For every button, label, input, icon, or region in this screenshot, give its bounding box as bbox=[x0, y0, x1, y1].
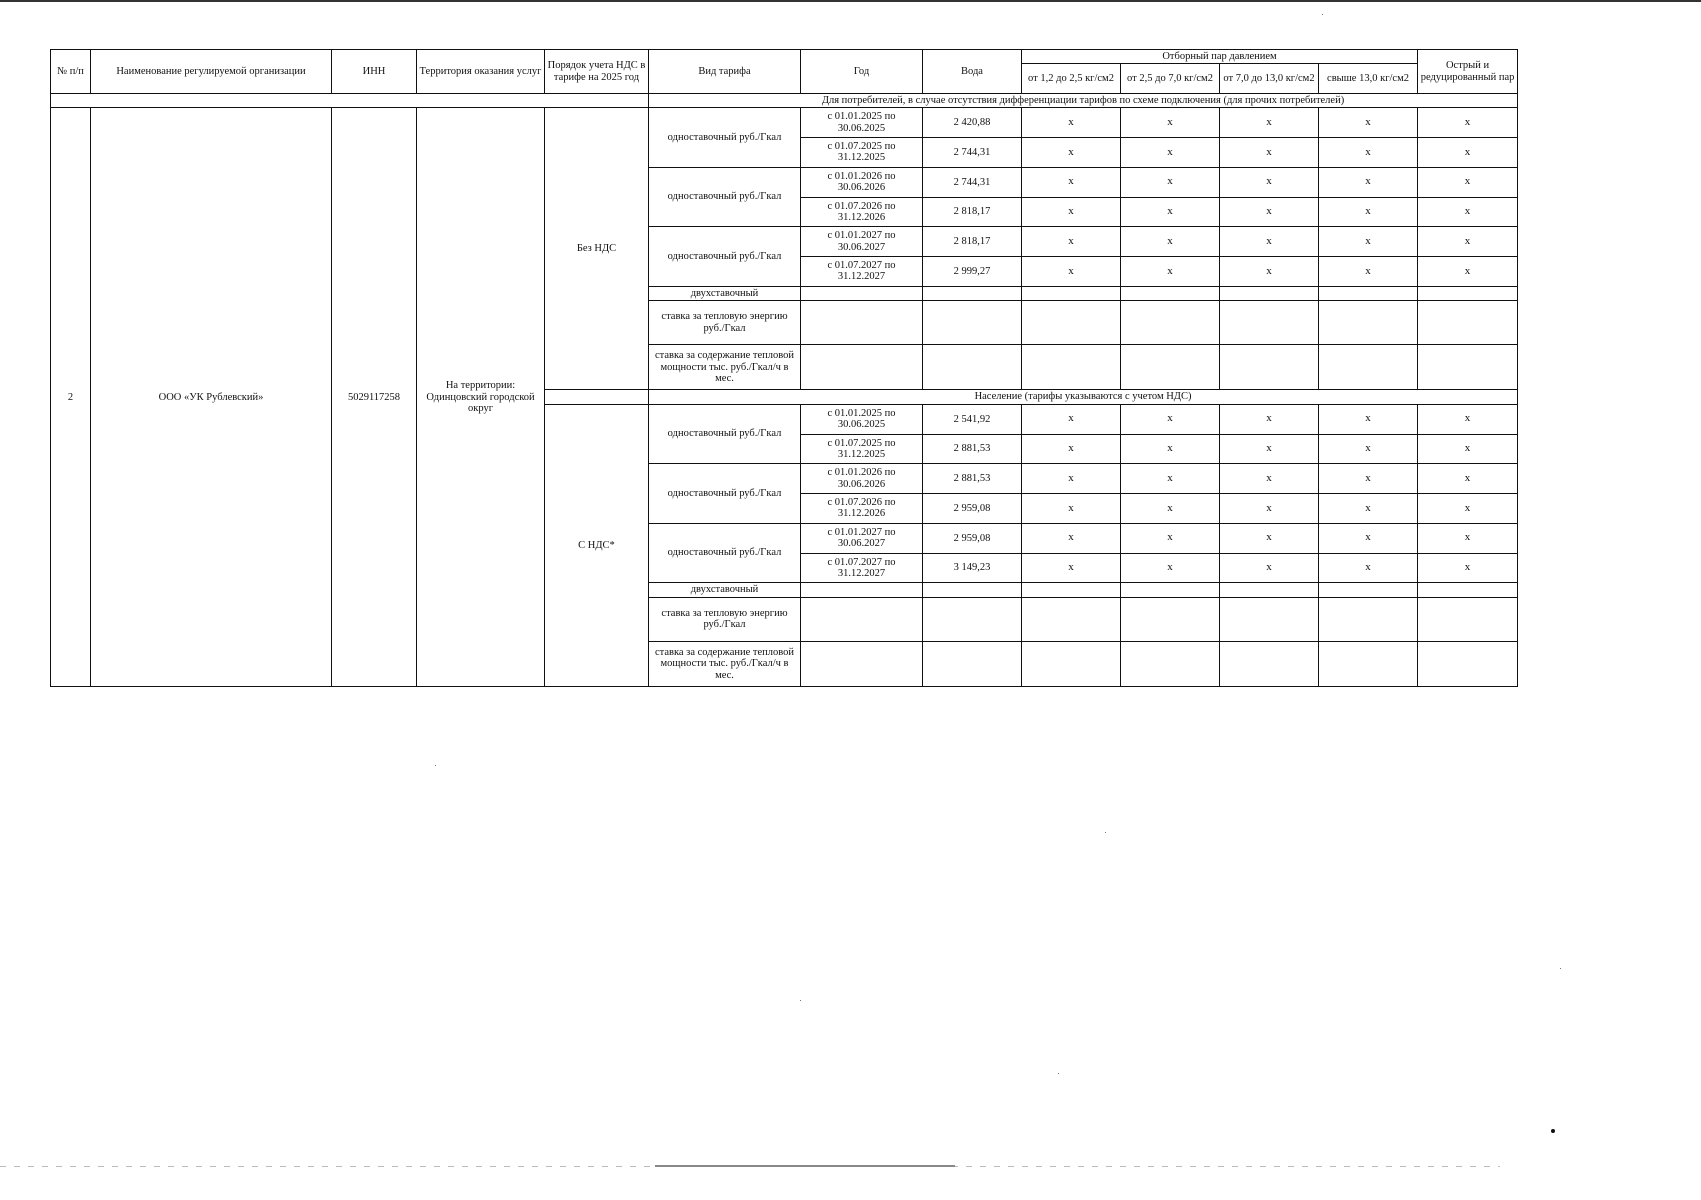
empty-cell bbox=[1121, 286, 1220, 300]
empty-cell bbox=[923, 345, 1022, 390]
not-applicable-mark: x bbox=[1220, 464, 1319, 494]
not-applicable-mark: x bbox=[1220, 227, 1319, 257]
not-applicable-mark: x bbox=[1220, 167, 1319, 197]
empty-cell bbox=[923, 583, 1022, 597]
not-applicable-mark: x bbox=[1220, 494, 1319, 524]
not-applicable-mark: x bbox=[1121, 523, 1220, 553]
water-value: 2 541,92 bbox=[923, 404, 1022, 434]
not-applicable-mark: x bbox=[1121, 227, 1220, 257]
tariff-type: одноставочный руб./Гкал bbox=[649, 167, 801, 227]
scan-speck bbox=[1058, 1073, 1059, 1074]
empty-cell bbox=[1022, 301, 1121, 345]
scan-bottom-line bbox=[655, 1165, 955, 1167]
empty-cell bbox=[1220, 597, 1319, 641]
tariff-table bbox=[50, 49, 1518, 687]
not-applicable-mark: x bbox=[1418, 167, 1518, 197]
not-applicable-mark: x bbox=[1022, 404, 1121, 434]
empty-cell bbox=[1220, 301, 1319, 345]
header-year: Год bbox=[801, 50, 923, 94]
empty-cell bbox=[923, 301, 1022, 345]
tariff-type: одноставочный руб./Гкал bbox=[649, 523, 801, 583]
scan-speck bbox=[435, 765, 436, 766]
empty-cell bbox=[1319, 286, 1418, 300]
water-value: 2 818,17 bbox=[923, 227, 1022, 257]
not-applicable-mark: x bbox=[1121, 464, 1220, 494]
scan-speck bbox=[800, 1000, 801, 1001]
section-banner: Население (тарифы указываются с учетом НДС) bbox=[649, 390, 1518, 404]
not-applicable-mark: x bbox=[1121, 257, 1220, 287]
empty-cell bbox=[801, 597, 923, 641]
table-row bbox=[51, 94, 1518, 108]
header-water: Вода bbox=[923, 50, 1022, 94]
empty-cell bbox=[923, 641, 1022, 686]
tariff-type: одноставочный руб./Гкал bbox=[649, 464, 801, 524]
header-num: № п/п bbox=[51, 50, 91, 94]
water-value: 2 744,31 bbox=[923, 138, 1022, 168]
empty-cell bbox=[1121, 641, 1220, 686]
not-applicable-mark: x bbox=[1319, 464, 1418, 494]
period-cell: с 01.07.2026 по 31.12.2026 bbox=[801, 494, 923, 524]
org-name: ООО «УК Рублевский» bbox=[91, 108, 332, 687]
empty-cell bbox=[1022, 597, 1121, 641]
empty-cell bbox=[1418, 583, 1518, 597]
header-vat-order: Порядок учета НДС в тарифе на 2025 год bbox=[545, 50, 649, 94]
tariff-type: одноставочный руб./Гкал bbox=[649, 404, 801, 464]
org-territory: На территории: Одинцовский городской округ bbox=[417, 108, 545, 687]
section-banner: Для потребителей, в случае отсутствия дифференциации тарифов по схеме подключения (для прочих потребителей) bbox=[649, 94, 1518, 108]
not-applicable-mark: x bbox=[1022, 553, 1121, 583]
water-value: 2 420,88 bbox=[923, 108, 1022, 138]
not-applicable-mark: x bbox=[1022, 434, 1121, 464]
not-applicable-mark: x bbox=[1220, 197, 1319, 227]
not-applicable-mark: x bbox=[1121, 434, 1220, 464]
header-tariff-type: Вид тарифа bbox=[649, 50, 801, 94]
two-part-label: двухставочный bbox=[649, 583, 801, 597]
not-applicable-mark: x bbox=[1319, 197, 1418, 227]
period-cell: с 01.07.2027 по 31.12.2027 bbox=[801, 257, 923, 287]
period-cell: с 01.01.2026 по 30.06.2026 bbox=[801, 167, 923, 197]
period-cell: с 01.07.2027 по 31.12.2027 bbox=[801, 553, 923, 583]
not-applicable-mark: x bbox=[1319, 434, 1418, 464]
empty-cell bbox=[1121, 597, 1220, 641]
empty-cell bbox=[801, 301, 923, 345]
not-applicable-mark: x bbox=[1022, 464, 1121, 494]
not-applicable-mark: x bbox=[1418, 523, 1518, 553]
capacity-rate-label: ставка за содержание тепловой мощности тыс. руб./Гкал/ч в мес. bbox=[649, 345, 801, 390]
water-value: 2 881,53 bbox=[923, 434, 1022, 464]
water-value: 2 744,31 bbox=[923, 167, 1022, 197]
empty-cell bbox=[1121, 583, 1220, 597]
empty-cell bbox=[1121, 345, 1220, 390]
not-applicable-mark: x bbox=[1220, 434, 1319, 464]
empty-cell bbox=[1022, 583, 1121, 597]
header-inn: ИНН bbox=[332, 50, 417, 94]
empty-cell bbox=[1418, 345, 1518, 390]
not-applicable-mark: x bbox=[1319, 167, 1418, 197]
not-applicable-mark: x bbox=[1022, 523, 1121, 553]
not-applicable-mark: x bbox=[1319, 553, 1418, 583]
empty-cell bbox=[1022, 641, 1121, 686]
not-applicable-mark: x bbox=[1418, 464, 1518, 494]
not-applicable-mark: x bbox=[1418, 138, 1518, 168]
empty-cell bbox=[1220, 641, 1319, 686]
not-applicable-mark: x bbox=[1121, 494, 1220, 524]
not-applicable-mark: x bbox=[1418, 227, 1518, 257]
empty-cell bbox=[1319, 583, 1418, 597]
not-applicable-mark: x bbox=[1418, 197, 1518, 227]
empty-cell bbox=[801, 345, 923, 390]
period-cell: с 01.01.2026 по 30.06.2026 bbox=[801, 464, 923, 494]
water-value: 3 149,23 bbox=[923, 553, 1022, 583]
header-steam-1: от 1,2 до 2,5 кг/см2 bbox=[1022, 64, 1121, 94]
empty-cell bbox=[1418, 301, 1518, 345]
not-applicable-mark: x bbox=[1022, 138, 1121, 168]
empty-cell bbox=[1418, 286, 1518, 300]
not-applicable-mark: x bbox=[1220, 404, 1319, 434]
empty-cell bbox=[1220, 286, 1319, 300]
empty-cell bbox=[1022, 286, 1121, 300]
energy-rate-label: ставка за тепловую энергию руб./Гкал bbox=[649, 301, 801, 345]
not-applicable-mark: x bbox=[1418, 434, 1518, 464]
not-applicable-mark: x bbox=[1418, 494, 1518, 524]
org-number: 2 bbox=[51, 108, 91, 687]
not-applicable-mark: x bbox=[1022, 257, 1121, 287]
tariff-type: одноставочный руб./Гкал bbox=[649, 227, 801, 287]
not-applicable-mark: x bbox=[1418, 553, 1518, 583]
not-applicable-mark: x bbox=[1220, 553, 1319, 583]
empty-cell bbox=[1418, 641, 1518, 686]
not-applicable-mark: x bbox=[1319, 523, 1418, 553]
period-cell: с 01.01.2025 по 30.06.2025 bbox=[801, 404, 923, 434]
empty-cell bbox=[801, 641, 923, 686]
scan-dot bbox=[1551, 1129, 1555, 1133]
period-cell: с 01.01.2027 по 30.06.2027 bbox=[801, 227, 923, 257]
period-cell: с 01.01.2025 по 30.06.2025 bbox=[801, 108, 923, 138]
not-applicable-mark: x bbox=[1418, 404, 1518, 434]
empty-cell bbox=[801, 286, 923, 300]
not-applicable-mark: x bbox=[1319, 494, 1418, 524]
empty-cell bbox=[923, 286, 1022, 300]
header-sharp-steam: Острый и редуцированный пар bbox=[1418, 50, 1518, 94]
header-steam-2: от 2,5 до 7,0 кг/см2 bbox=[1121, 64, 1220, 94]
not-applicable-mark: x bbox=[1220, 138, 1319, 168]
period-cell: с 01.07.2026 по 31.12.2026 bbox=[801, 197, 923, 227]
water-value: 2 999,27 bbox=[923, 257, 1022, 287]
scan-speck bbox=[1322, 14, 1323, 15]
empty-cell bbox=[1319, 641, 1418, 686]
banner-spacer bbox=[51, 94, 649, 108]
not-applicable-mark: x bbox=[1319, 257, 1418, 287]
not-applicable-mark: x bbox=[1220, 257, 1319, 287]
not-applicable-mark: x bbox=[1022, 197, 1121, 227]
table-row bbox=[51, 108, 1518, 138]
table-body bbox=[51, 94, 1518, 687]
header-steam-group: Отборный пар давлением bbox=[1022, 50, 1418, 64]
water-value: 2 959,08 bbox=[923, 523, 1022, 553]
not-applicable-mark: x bbox=[1220, 523, 1319, 553]
not-applicable-mark: x bbox=[1319, 138, 1418, 168]
not-applicable-mark: x bbox=[1121, 167, 1220, 197]
header-territory: Территория оказания услуг bbox=[417, 50, 545, 94]
not-applicable-mark: x bbox=[1022, 227, 1121, 257]
vat-label: С НДС* bbox=[545, 404, 649, 686]
water-value: 2 818,17 bbox=[923, 197, 1022, 227]
empty-cell bbox=[923, 597, 1022, 641]
empty-cell bbox=[1220, 345, 1319, 390]
not-applicable-mark: x bbox=[1121, 553, 1220, 583]
not-applicable-mark: x bbox=[1121, 108, 1220, 138]
vat-label: Без НДС bbox=[545, 108, 649, 390]
two-part-label: двухставочный bbox=[649, 286, 801, 300]
empty-cell bbox=[1319, 301, 1418, 345]
not-applicable-mark: x bbox=[1319, 404, 1418, 434]
water-value: 2 881,53 bbox=[923, 464, 1022, 494]
period-cell: с 01.01.2027 по 30.06.2027 bbox=[801, 523, 923, 553]
scan-speck bbox=[1560, 968, 1561, 969]
not-applicable-mark: x bbox=[1418, 257, 1518, 287]
header-steam-4: свыше 13,0 кг/см2 bbox=[1319, 64, 1418, 94]
tariff-type: одноставочный руб./Гкал bbox=[649, 108, 801, 168]
empty-cell bbox=[1121, 301, 1220, 345]
not-applicable-mark: x bbox=[1319, 227, 1418, 257]
not-applicable-mark: x bbox=[1022, 108, 1121, 138]
period-cell: с 01.07.2025 по 31.12.2025 bbox=[801, 434, 923, 464]
not-applicable-mark: x bbox=[1022, 167, 1121, 197]
not-applicable-mark: x bbox=[1418, 108, 1518, 138]
not-applicable-mark: x bbox=[1121, 197, 1220, 227]
scan-speck bbox=[1105, 832, 1106, 833]
empty-cell bbox=[1418, 597, 1518, 641]
not-applicable-mark: x bbox=[1022, 494, 1121, 524]
empty-cell bbox=[801, 583, 923, 597]
not-applicable-mark: x bbox=[1319, 108, 1418, 138]
header-org: Наименование регулируемой организации bbox=[91, 50, 332, 94]
not-applicable-mark: x bbox=[1121, 138, 1220, 168]
not-applicable-mark: x bbox=[1121, 404, 1220, 434]
period-cell: с 01.07.2025 по 31.12.2025 bbox=[801, 138, 923, 168]
empty-cell bbox=[1319, 345, 1418, 390]
not-applicable-mark: x bbox=[1220, 108, 1319, 138]
energy-rate-label: ставка за тепловую энергию руб./Гкал bbox=[649, 597, 801, 641]
org-inn: 5029117258 bbox=[332, 108, 417, 687]
scan-top-edge bbox=[0, 0, 1701, 2]
header-steam-3: от 7,0 до 13,0 кг/см2 bbox=[1220, 64, 1319, 94]
empty-cell bbox=[1319, 597, 1418, 641]
empty-cell bbox=[1022, 345, 1121, 390]
banner-spacer bbox=[545, 390, 649, 404]
empty-cell bbox=[1220, 583, 1319, 597]
water-value: 2 959,08 bbox=[923, 494, 1022, 524]
capacity-rate-label: ставка за содержание тепловой мощности тыс. руб./Гкал/ч в мес. bbox=[649, 641, 801, 686]
